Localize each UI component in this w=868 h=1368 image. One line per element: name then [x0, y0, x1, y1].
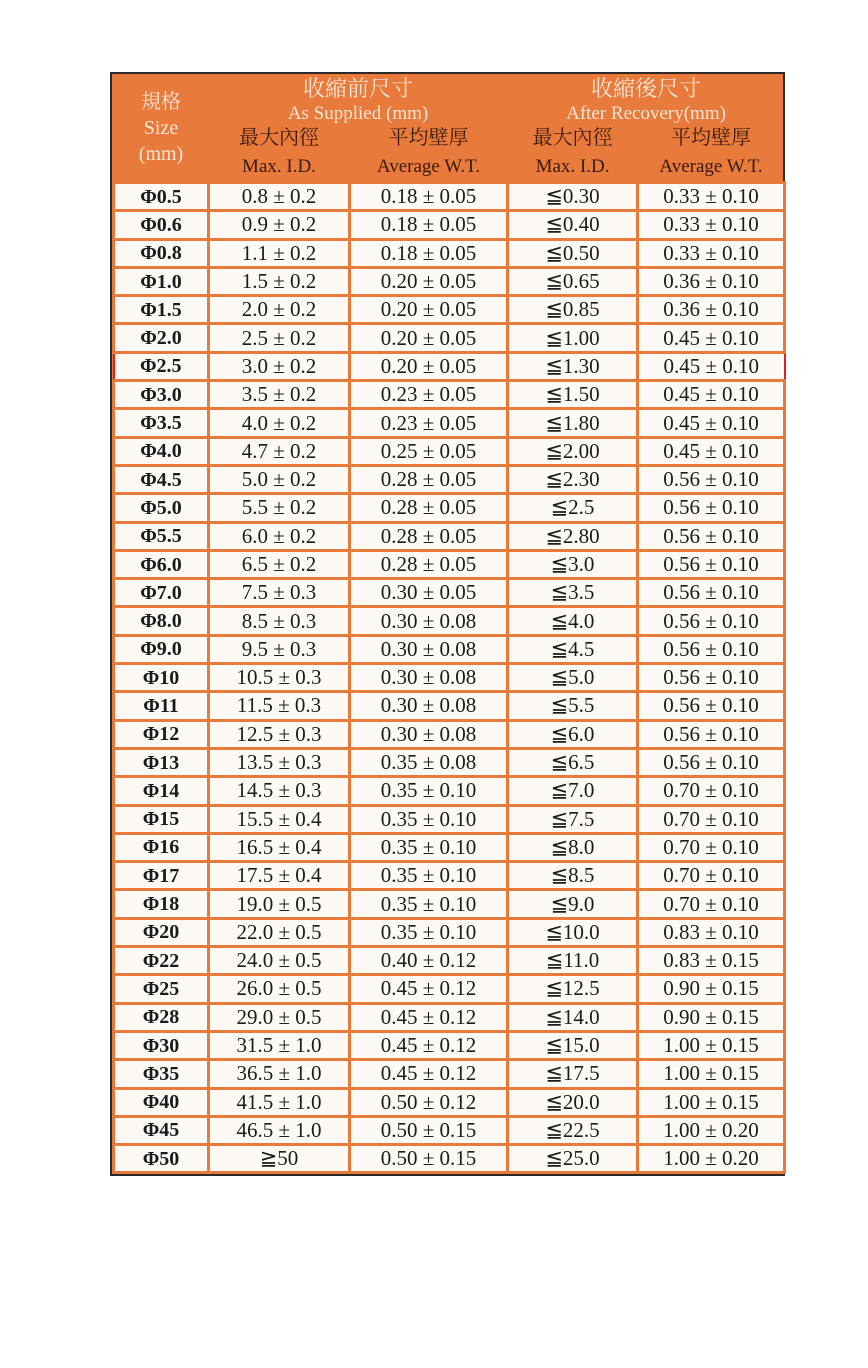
- size-cell: Φ4.0: [114, 437, 209, 465]
- supplied-avg-wt-cell: 0.30 ± 0.08: [350, 692, 508, 720]
- supplied-avg-wt-cell: 0.28 ± 0.05: [350, 522, 508, 550]
- size-cell: Φ35: [114, 1060, 209, 1088]
- table-row: [114, 494, 785, 522]
- recovered-max-id-cell: ≦5.5: [508, 692, 638, 720]
- size-cell: Φ6.0: [114, 550, 209, 578]
- supplied-max-id-cell: 11.5 ± 0.3: [209, 692, 350, 720]
- table-row: [114, 296, 785, 324]
- size-cell: Φ0.8: [114, 239, 209, 267]
- after-recovery-zh: 收縮後尺寸: [591, 76, 702, 101]
- recovered-max-id-cell: ≦0.50: [508, 239, 638, 267]
- supplied-max-id-cell: 9.5 ± 0.3: [209, 635, 350, 663]
- size-cell: Φ18: [114, 890, 209, 918]
- size-cell: Φ4.5: [114, 465, 209, 493]
- recovered-max-id-header: [508, 123, 638, 183]
- supplied-avg-wt-cell: 0.18 ± 0.05: [350, 183, 508, 211]
- recovered-avg-wt-cell: 0.45 ± 0.10: [638, 409, 785, 437]
- supplied-max-id-cell: 22.0 ± 0.5: [209, 918, 350, 946]
- size-header-unit: (mm): [138, 142, 184, 165]
- recovered-max-id-cell: ≦2.00: [508, 437, 638, 465]
- supplied-max-id-cell: 0.8 ± 0.2: [209, 183, 350, 211]
- size-cell: Φ13: [114, 748, 209, 776]
- table-row: [114, 1145, 785, 1173]
- recovered-avg-wt-cell: 0.56 ± 0.10: [638, 465, 785, 493]
- size-cell: Φ7.0: [114, 579, 209, 607]
- table-row: [114, 211, 785, 239]
- supplied-max-id-cell: 3.5 ± 0.2: [209, 381, 350, 409]
- supplied-avg-wt-cell: 0.30 ± 0.08: [350, 720, 508, 748]
- table-row: [114, 748, 785, 776]
- as-supplied-group-header: [209, 74, 508, 123]
- as-supplied-zh: 收縮前尺寸: [303, 76, 414, 101]
- table-header: [114, 74, 785, 183]
- supplied-max-id-cell: 13.5 ± 0.3: [209, 748, 350, 776]
- recovered-avg-wt-cell: 0.70 ± 0.10: [638, 833, 785, 861]
- recovered-avg-wt-cell: 0.83 ± 0.15: [638, 947, 785, 975]
- size-column-header: [114, 74, 209, 183]
- size-cell: Φ2.0: [114, 324, 209, 352]
- supplied-avg-wt-cell: 0.35 ± 0.08: [350, 748, 508, 776]
- supplied-max-id-cell: 7.5 ± 0.3: [209, 579, 350, 607]
- table-row: [114, 777, 785, 805]
- size-header-zh: 規格: [141, 90, 181, 113]
- supplied-max-id-cell: 36.5 ± 1.0: [209, 1060, 350, 1088]
- size-cell: Φ15: [114, 805, 209, 833]
- size-cell: Φ5.5: [114, 522, 209, 550]
- recovered-max-id-cell: ≦0.85: [508, 296, 638, 324]
- recovered-max-id-cell: ≦1.80: [508, 409, 638, 437]
- supplied-avg-wt-cell: 0.25 ± 0.05: [350, 437, 508, 465]
- recovered-avg-wt-cell: 0.56 ± 0.10: [638, 494, 785, 522]
- supplied-max-id-cell: ≧50: [209, 1145, 350, 1173]
- recovered-avg-wt-cell: 0.33 ± 0.10: [638, 239, 785, 267]
- supplied-avg-wt-header: [350, 123, 508, 183]
- size-cell: Φ40: [114, 1088, 209, 1116]
- recovered-avg-wt-cell: 0.36 ± 0.10: [638, 296, 785, 324]
- recovered-max-id-cell: ≦4.5: [508, 635, 638, 663]
- size-cell: Φ20: [114, 918, 209, 946]
- table-row: [114, 692, 785, 720]
- supplied-avg-wt-cell: 0.35 ± 0.10: [350, 862, 508, 890]
- table-row-highlighted: [114, 352, 785, 380]
- recovered-max-id-cell: ≦14.0: [508, 1003, 638, 1031]
- table-row: [114, 1088, 785, 1116]
- table-row: [114, 918, 785, 946]
- table-row: [114, 607, 785, 635]
- column-header-zh: 平均壁厚: [388, 127, 469, 149]
- recovered-avg-wt-cell: 0.45 ± 0.10: [638, 352, 785, 380]
- recovered-max-id-cell: ≦11.0: [508, 947, 638, 975]
- recovered-avg-wt-cell: 0.56 ± 0.10: [638, 550, 785, 578]
- recovered-max-id-cell: ≦17.5: [508, 1060, 638, 1088]
- table-row: [114, 975, 785, 1003]
- supplied-avg-wt-cell: 0.50 ± 0.12: [350, 1088, 508, 1116]
- recovered-max-id-cell: ≦1.00: [508, 324, 638, 352]
- supplied-avg-wt-cell: 0.30 ± 0.08: [350, 607, 508, 635]
- supplied-max-id-cell: 1.1 ± 0.2: [209, 239, 350, 267]
- recovered-avg-wt-header: [638, 123, 785, 183]
- supplied-avg-wt-cell: 0.30 ± 0.08: [350, 664, 508, 692]
- supplied-max-id-cell: 46.5 ± 1.0: [209, 1116, 350, 1144]
- table-row: [114, 664, 785, 692]
- size-cell: Φ0.6: [114, 211, 209, 239]
- table-row: [114, 805, 785, 833]
- size-cell: Φ3.5: [114, 409, 209, 437]
- supplied-max-id-cell: 14.5 ± 0.3: [209, 777, 350, 805]
- supplied-avg-wt-cell: 0.45 ± 0.12: [350, 1003, 508, 1031]
- supplied-max-id-cell: 10.5 ± 0.3: [209, 664, 350, 692]
- table-row: [114, 437, 785, 465]
- supplied-max-id-cell: 29.0 ± 0.5: [209, 1003, 350, 1031]
- table-row: [114, 720, 785, 748]
- table-row: [114, 465, 785, 493]
- recovered-max-id-cell: ≦22.5: [508, 1116, 638, 1144]
- supplied-avg-wt-cell: 0.20 ± 0.05: [350, 296, 508, 324]
- size-cell: Φ16: [114, 833, 209, 861]
- recovered-max-id-cell: ≦15.0: [508, 1031, 638, 1059]
- recovered-max-id-cell: ≦6.0: [508, 720, 638, 748]
- size-cell: Φ50: [114, 1145, 209, 1173]
- recovered-avg-wt-cell: 0.33 ± 0.10: [638, 183, 785, 211]
- recovered-avg-wt-cell: 0.56 ± 0.10: [638, 635, 785, 663]
- recovered-avg-wt-cell: 0.56 ± 0.10: [638, 720, 785, 748]
- column-header-en: Average W.T.: [659, 156, 763, 177]
- recovered-avg-wt-cell: 0.83 ± 0.10: [638, 918, 785, 946]
- recovered-avg-wt-cell: 0.36 ± 0.10: [638, 267, 785, 295]
- supplied-avg-wt-cell: 0.20 ± 0.05: [350, 352, 508, 380]
- supplied-max-id-cell: 4.7 ± 0.2: [209, 437, 350, 465]
- supplied-max-id-cell: 12.5 ± 0.3: [209, 720, 350, 748]
- after-recovery-group-header: [508, 74, 785, 123]
- supplied-max-id-cell: 2.0 ± 0.2: [209, 296, 350, 324]
- supplied-avg-wt-cell: 0.28 ± 0.05: [350, 550, 508, 578]
- recovered-max-id-cell: ≦8.5: [508, 862, 638, 890]
- table-row: [114, 409, 785, 437]
- size-cell: Φ45: [114, 1116, 209, 1144]
- recovered-max-id-cell: ≦20.0: [508, 1088, 638, 1116]
- size-cell: Φ10: [114, 664, 209, 692]
- size-cell: Φ11: [114, 692, 209, 720]
- supplied-avg-wt-cell: 0.30 ± 0.05: [350, 579, 508, 607]
- supplied-avg-wt-cell: 0.40 ± 0.12: [350, 947, 508, 975]
- recovered-avg-wt-cell: 0.45 ± 0.10: [638, 324, 785, 352]
- table-row: [114, 579, 785, 607]
- size-cell: Φ9.0: [114, 635, 209, 663]
- supplied-avg-wt-cell: 0.18 ± 0.05: [350, 211, 508, 239]
- recovered-avg-wt-cell: 0.33 ± 0.10: [638, 211, 785, 239]
- size-cell: Φ1.5: [114, 296, 209, 324]
- supplied-max-id-cell: 5.5 ± 0.2: [209, 494, 350, 522]
- size-cell: Φ12: [114, 720, 209, 748]
- table-row: [114, 1116, 785, 1144]
- recovered-avg-wt-cell: 0.56 ± 0.10: [638, 664, 785, 692]
- column-header-en: Max. I.D.: [242, 156, 316, 177]
- size-cell: Φ0.5: [114, 183, 209, 211]
- supplied-max-id-cell: 6.0 ± 0.2: [209, 522, 350, 550]
- shrink-tube-spec-table: [112, 74, 786, 1174]
- recovered-max-id-cell: ≦3.0: [508, 550, 638, 578]
- recovered-avg-wt-cell: 0.70 ± 0.10: [638, 805, 785, 833]
- table-row: [114, 183, 785, 211]
- as-supplied-en: As Supplied (mm): [287, 103, 429, 124]
- supplied-avg-wt-cell: 0.20 ± 0.05: [350, 324, 508, 352]
- supplied-max-id-cell: 16.5 ± 0.4: [209, 833, 350, 861]
- recovered-max-id-cell: ≦6.5: [508, 748, 638, 776]
- supplied-max-id-cell: 6.5 ± 0.2: [209, 550, 350, 578]
- recovered-max-id-cell: ≦7.0: [508, 777, 638, 805]
- supplied-avg-wt-cell: 0.35 ± 0.10: [350, 777, 508, 805]
- supplied-avg-wt-cell: 0.35 ± 0.10: [350, 918, 508, 946]
- supplied-avg-wt-cell: 0.23 ± 0.05: [350, 381, 508, 409]
- supplied-max-id-cell: 4.0 ± 0.2: [209, 409, 350, 437]
- table-row: [114, 522, 785, 550]
- recovered-avg-wt-cell: 1.00 ± 0.15: [638, 1031, 785, 1059]
- supplied-max-id-cell: 1.5 ± 0.2: [209, 267, 350, 295]
- column-header-en: Average W.T.: [376, 156, 481, 177]
- supplied-avg-wt-cell: 0.35 ± 0.10: [350, 890, 508, 918]
- recovered-max-id-cell: ≦0.30: [508, 183, 638, 211]
- size-cell: Φ3.0: [114, 381, 209, 409]
- supplied-avg-wt-cell: 0.23 ± 0.05: [350, 409, 508, 437]
- table-row: [114, 1003, 785, 1031]
- supplied-avg-wt-cell: 0.50 ± 0.15: [350, 1145, 508, 1173]
- table-row: [114, 862, 785, 890]
- recovered-max-id-cell: ≦2.5: [508, 494, 638, 522]
- supplied-max-id-header: [209, 123, 350, 183]
- table-row: [114, 890, 785, 918]
- recovered-avg-wt-cell: 0.45 ± 0.10: [638, 437, 785, 465]
- supplied-max-id-cell: 8.5 ± 0.3: [209, 607, 350, 635]
- supplied-avg-wt-cell: 0.45 ± 0.12: [350, 1031, 508, 1059]
- recovered-max-id-cell: ≦0.65: [508, 267, 638, 295]
- table-row: [114, 267, 785, 295]
- recovered-max-id-cell: ≦10.0: [508, 918, 638, 946]
- recovered-max-id-cell: ≦3.5: [508, 579, 638, 607]
- recovered-avg-wt-cell: 0.56 ± 0.10: [638, 607, 785, 635]
- supplied-avg-wt-cell: 0.45 ± 0.12: [350, 975, 508, 1003]
- size-cell: Φ22: [114, 947, 209, 975]
- supplied-max-id-cell: 5.0 ± 0.2: [209, 465, 350, 493]
- table-row: [114, 1031, 785, 1059]
- recovered-max-id-cell: ≦12.5: [508, 975, 638, 1003]
- recovered-avg-wt-cell: 1.00 ± 0.20: [638, 1145, 785, 1173]
- table-body: [114, 183, 785, 1173]
- supplied-max-id-cell: 19.0 ± 0.5: [209, 890, 350, 918]
- supplied-max-id-cell: 0.9 ± 0.2: [209, 211, 350, 239]
- recovered-avg-wt-cell: 1.00 ± 0.15: [638, 1088, 785, 1116]
- recovered-max-id-cell: ≦25.0: [508, 1145, 638, 1173]
- recovered-avg-wt-cell: 0.56 ± 0.10: [638, 522, 785, 550]
- supplied-avg-wt-cell: 0.45 ± 0.12: [350, 1060, 508, 1088]
- table-row: [114, 947, 785, 975]
- supplied-avg-wt-cell: 0.28 ± 0.05: [350, 494, 508, 522]
- recovered-max-id-cell: ≦1.30: [508, 352, 638, 380]
- recovered-max-id-cell: ≦9.0: [508, 890, 638, 918]
- table-row: [114, 550, 785, 578]
- supplied-avg-wt-cell: 0.28 ± 0.05: [350, 465, 508, 493]
- supplied-avg-wt-cell: 0.35 ± 0.10: [350, 805, 508, 833]
- supplied-avg-wt-cell: 0.50 ± 0.15: [350, 1116, 508, 1144]
- table-row: [114, 635, 785, 663]
- recovered-avg-wt-cell: 0.70 ± 0.10: [638, 890, 785, 918]
- table-row: [114, 833, 785, 861]
- column-header-en: Max. I.D.: [535, 156, 610, 177]
- recovered-avg-wt-cell: 0.90 ± 0.15: [638, 1003, 785, 1031]
- size-cell: Φ28: [114, 1003, 209, 1031]
- recovered-avg-wt-cell: 0.56 ± 0.10: [638, 692, 785, 720]
- supplied-avg-wt-cell: 0.20 ± 0.05: [350, 267, 508, 295]
- spec-table-container: [110, 72, 785, 1176]
- recovered-max-id-cell: ≦1.50: [508, 381, 638, 409]
- supplied-max-id-cell: 17.5 ± 0.4: [209, 862, 350, 890]
- recovered-avg-wt-cell: 0.90 ± 0.15: [638, 975, 785, 1003]
- size-cell: Φ5.0: [114, 494, 209, 522]
- column-header-zh: 最大內徑: [532, 127, 613, 149]
- table-row: [114, 324, 785, 352]
- recovered-avg-wt-cell: 0.70 ± 0.10: [638, 777, 785, 805]
- recovered-max-id-cell: ≦5.0: [508, 664, 638, 692]
- size-cell: Φ2.5: [114, 352, 209, 380]
- column-header-zh: 平均壁厚: [671, 127, 752, 149]
- supplied-avg-wt-cell: 0.30 ± 0.08: [350, 635, 508, 663]
- recovered-avg-wt-cell: 0.70 ± 0.10: [638, 862, 785, 890]
- recovered-avg-wt-cell: 0.56 ± 0.10: [638, 579, 785, 607]
- table-row: [114, 1060, 785, 1088]
- size-header-en: Size: [143, 116, 179, 139]
- size-cell: Φ8.0: [114, 607, 209, 635]
- table-row: [114, 381, 785, 409]
- recovered-max-id-cell: ≦0.40: [508, 211, 638, 239]
- recovered-max-id-cell: ≦8.0: [508, 833, 638, 861]
- supplied-max-id-cell: 31.5 ± 1.0: [209, 1031, 350, 1059]
- supplied-max-id-cell: 26.0 ± 0.5: [209, 975, 350, 1003]
- recovered-avg-wt-cell: 0.45 ± 0.10: [638, 381, 785, 409]
- recovered-max-id-cell: ≦7.5: [508, 805, 638, 833]
- supplied-max-id-cell: 3.0 ± 0.2: [209, 352, 350, 380]
- size-cell: Φ14: [114, 777, 209, 805]
- table-row: [114, 239, 785, 267]
- recovered-avg-wt-cell: 1.00 ± 0.20: [638, 1116, 785, 1144]
- supplied-max-id-cell: 15.5 ± 0.4: [209, 805, 350, 833]
- size-cell: Φ1.0: [114, 267, 209, 295]
- supplied-avg-wt-cell: 0.18 ± 0.05: [350, 239, 508, 267]
- recovered-avg-wt-cell: 0.56 ± 0.10: [638, 748, 785, 776]
- supplied-max-id-cell: 41.5 ± 1.0: [209, 1088, 350, 1116]
- supplied-max-id-cell: 24.0 ± 0.5: [209, 947, 350, 975]
- recovered-avg-wt-cell: 1.00 ± 0.15: [638, 1060, 785, 1088]
- size-cell: Φ30: [114, 1031, 209, 1059]
- size-cell: Φ17: [114, 862, 209, 890]
- size-cell: Φ25: [114, 975, 209, 1003]
- recovered-max-id-cell: ≦4.0: [508, 607, 638, 635]
- after-recovery-en: After Recovery(mm): [566, 103, 726, 124]
- column-header-zh: 最大內徑: [239, 127, 319, 149]
- supplied-avg-wt-cell: 0.35 ± 0.10: [350, 833, 508, 861]
- recovered-max-id-cell: ≦2.80: [508, 522, 638, 550]
- recovered-max-id-cell: ≦2.30: [508, 465, 638, 493]
- supplied-max-id-cell: 2.5 ± 0.2: [209, 324, 350, 352]
